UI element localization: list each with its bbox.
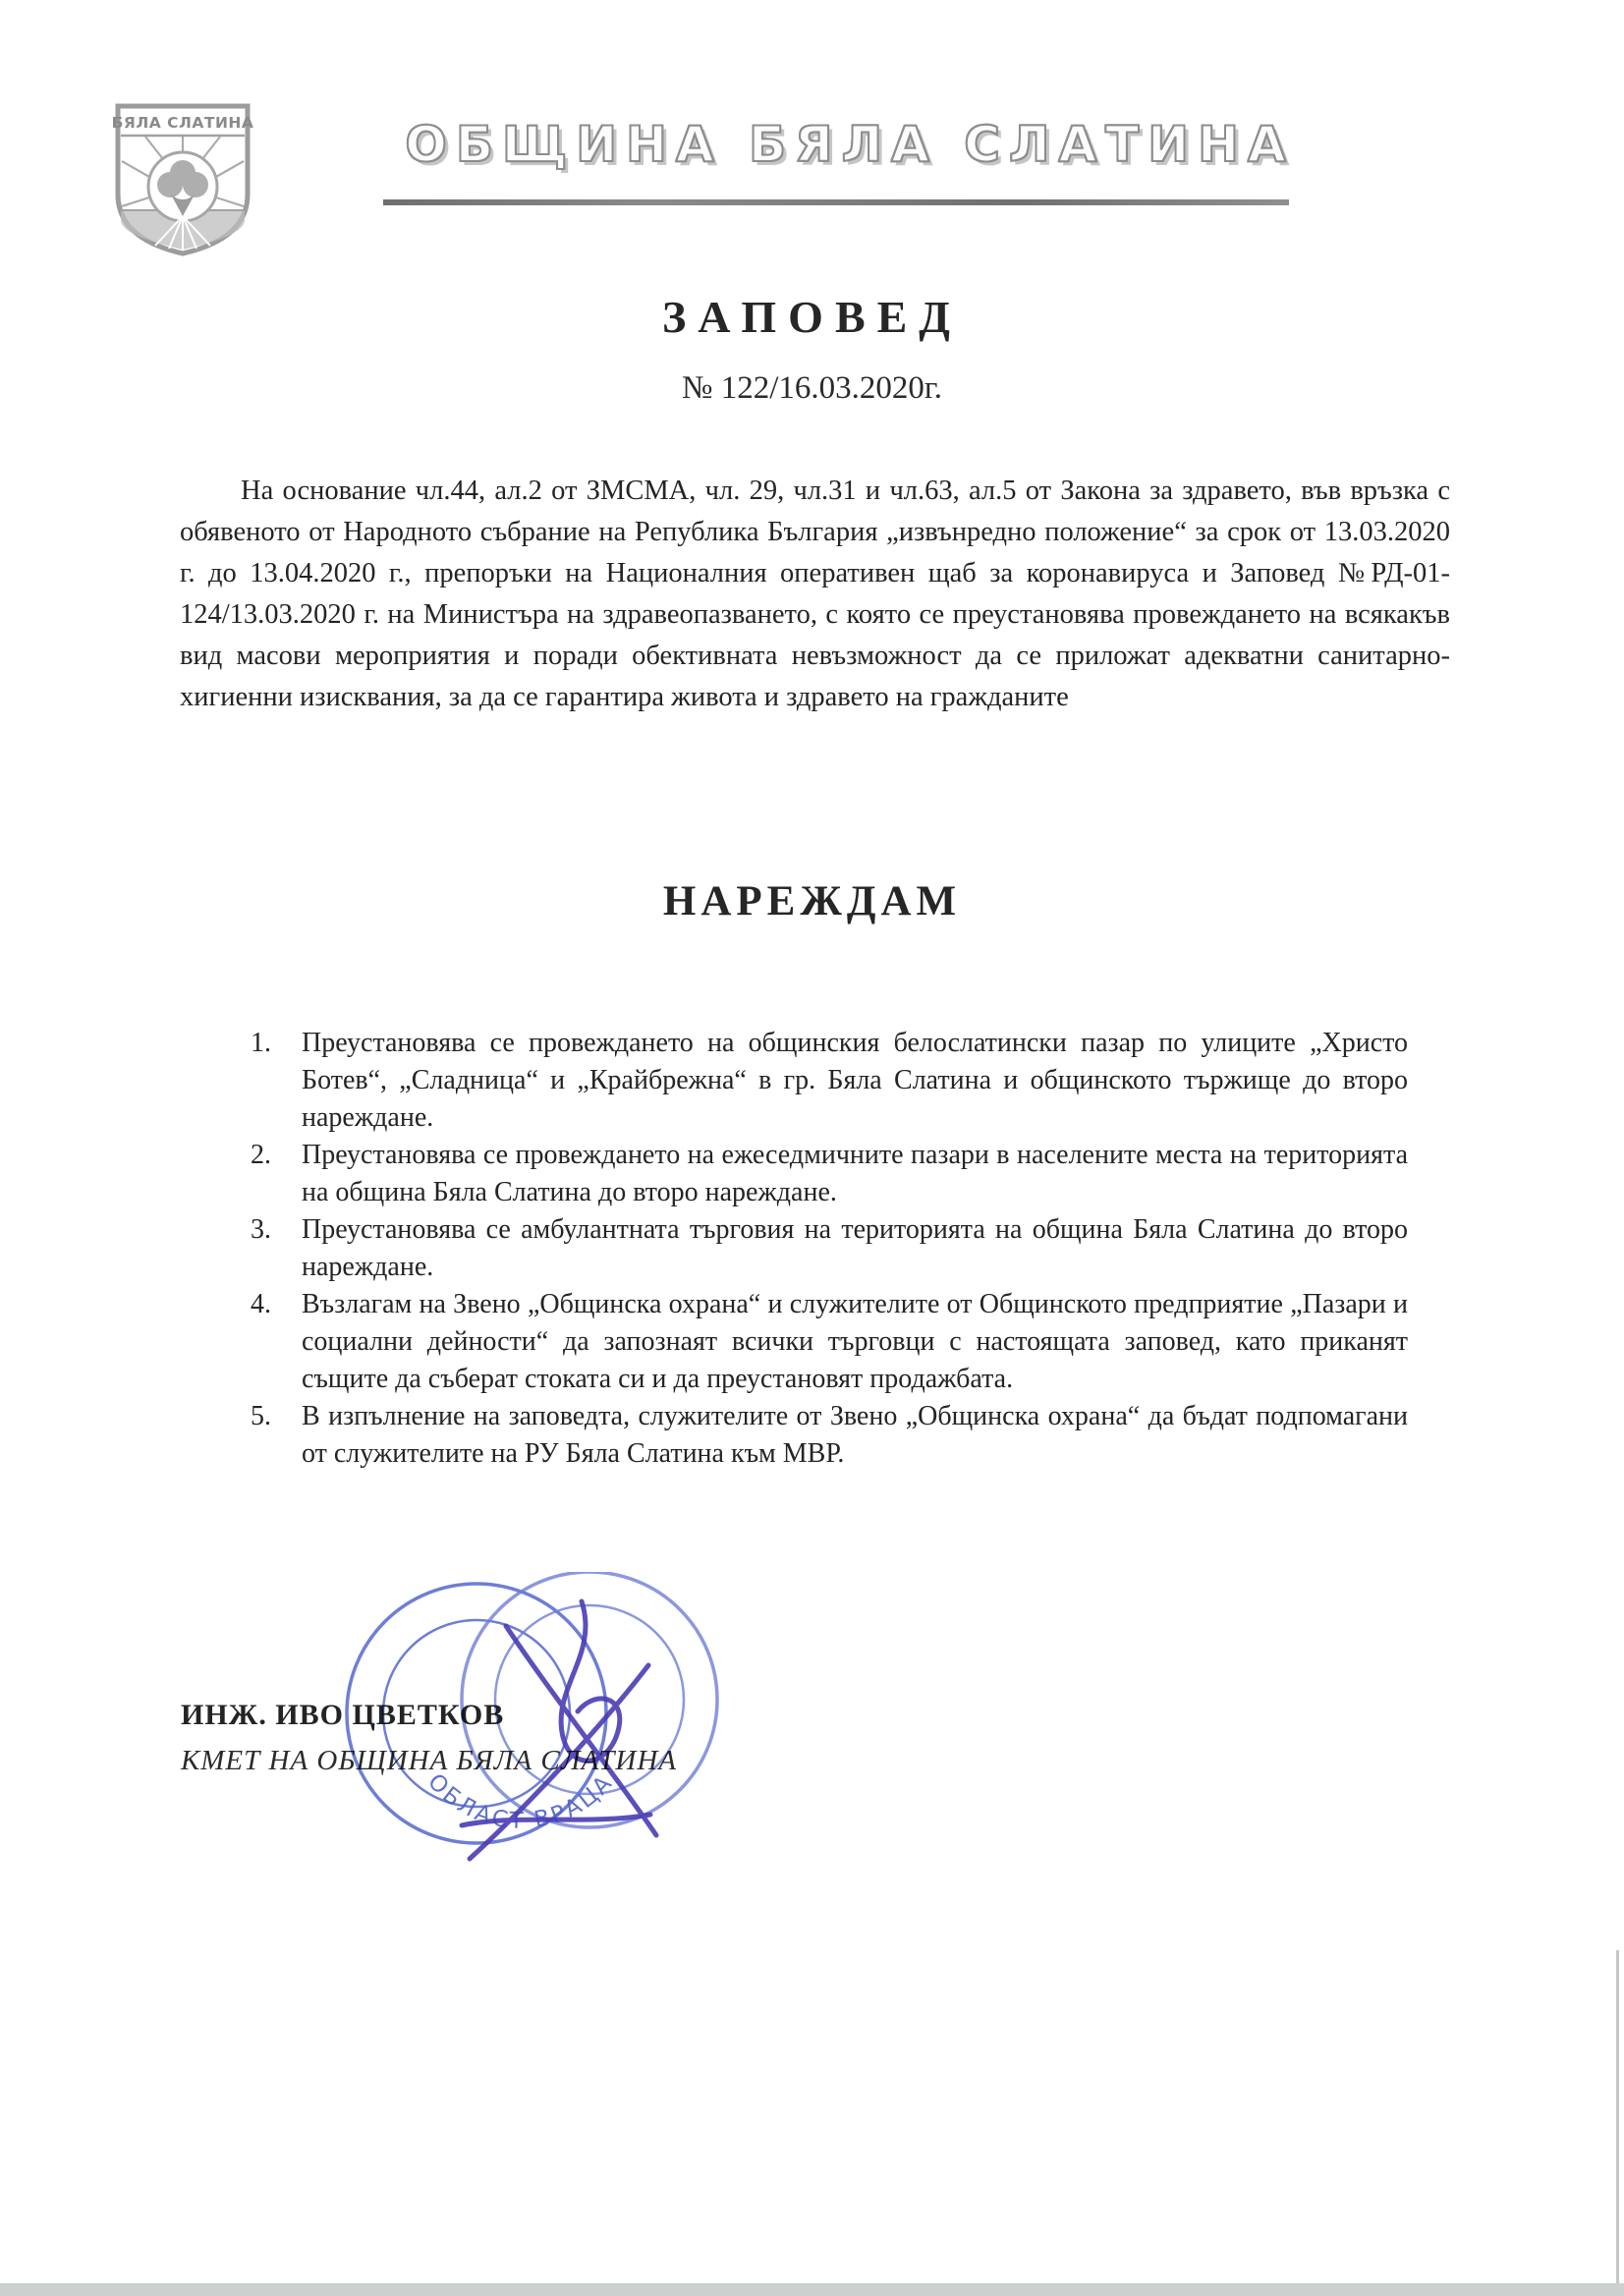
list-item: Възлагам на Звено „Общинска охрана“ и служителите от Общинското предприятие „Пазари и социални дейности“ да запознаят всички търговци с настоящата заповед, като приканят същите да съберат стоката си и да преустановят продажбата. [302,1289,1408,1394]
logo-banner-text: БЯЛА СЛАТИНА [111,114,254,132]
order-number: № 122/16.03.2020г. [682,370,942,406]
stamp-rings [347,1572,717,1843]
scan-right-edge [1616,1950,1619,2283]
signatory-title: КМЕТ НА ОБЩИНА БЯЛА СЛАТИНА [181,1745,678,1776]
order-heading: ЗАПОВЕД [662,292,962,342]
signatory-name: ИНЖ. ИВО ЦВЕТКОВ [181,1699,505,1731]
list-item: Преустановява се провеждането на общинския белослатински пазар по улиците „Христо Ботев“, „Сладница“ и „Крайбрежна“ в гр. Бяла Слатина и общинското тържище до второ нареждане. [302,1028,1408,1133]
order-preamble: На основание чл.44, ал.2 от ЗМСМА, чл. 29, чл.31 и чл.63, ал.5 от Закона за здравето, във връзка с обявеното от Народното събрание на Република България „извънредно положение“ за срок от 13.03.2020 г. до 13.04.2020 г., препоръки на Националния оперативен щаб за коронавируса и Заповед №РД-01-124/13.03.2020 г. на Министъра на здравеопазването, с която се преустановява провеждането на всякакъв вид масови мероприятия и поради обективната невъзможност да се приложат адекватни санитарно-хигиенни изисквания, за да се гарантира живота и здравето на гражданите [180,476,1450,712]
masthead-rule [383,199,1289,205]
list-item: Преустановява се провеждането на ежеседмичните пазари в населените места на територията на община Бяла Слатина до второ нареждане. [302,1140,1408,1207]
stamp-arc-text: ОБЛАСТ ВРАЦА [422,1768,619,1834]
directive-list [302,1025,1408,1473]
masthead-title: ОБЩИНА БЯЛА СЛАТИНА [405,116,1295,173]
scan-bottom-edge [0,2283,1624,2296]
official-stamp [324,1572,786,1906]
list-item: В изпълнение на заповедта, служителите от Звено „Общинска охрана“ да бъдат подпомагани от служителите на РУ Бяла Слатина към МВР. [302,1401,1408,1469]
municipality-coat-of-arms [110,100,255,259]
command-heading: НАРЕЖДАМ [662,878,962,924]
list-item: Преустановява се амбулантната търговия на територията на община Бяла Слатина до второ нареждане. [302,1214,1408,1282]
